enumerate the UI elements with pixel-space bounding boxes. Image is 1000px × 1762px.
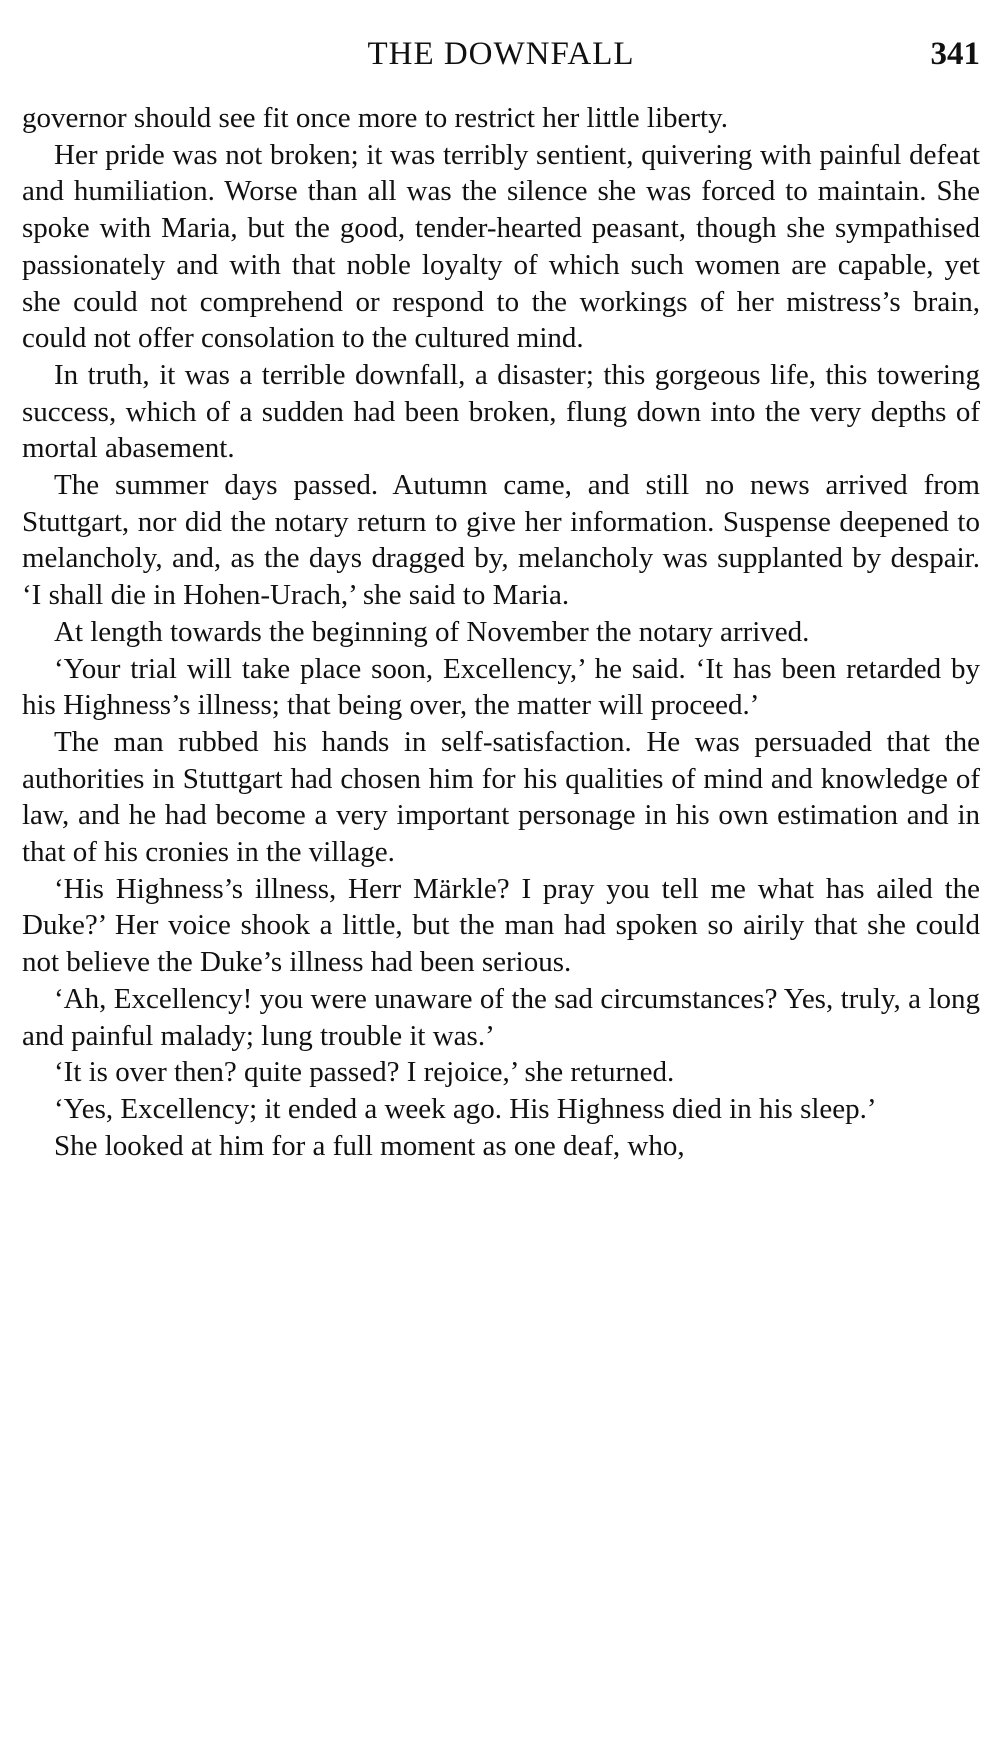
paragraph: ‘His Highness’s illness, Herr Märkle? I pray you tell me what has ailed the Duke?’ Her voice shook a little, but the man had spoken so airily that she could not believe the Duke’s illness had been serious. xyxy=(22,872,980,979)
paragraph: ‘Ah, Excellency! you were unaware of the sad circumstances? Yes, truly, a long and painful malady; lung trouble it was.’ xyxy=(22,982,980,1052)
paragraph: ‘Your trial will take place soon, Excellency,’ he said. ‘It has been retarded by his Highness’s illness; that being over, the matter will proceed.’ xyxy=(22,652,980,722)
paragraph-continued: governor should see fit once more to restrict her little liberty. xyxy=(22,102,728,134)
paragraph: The man rubbed his hands in self-satisfaction. He was persuaded that the authorities in Stuttgart had chosen him for his qualities of mind and knowledge of law, and he had become a very important personage in his own estimation and in that of his cronies in the village. xyxy=(22,725,980,869)
body-text xyxy=(22,100,980,1164)
paragraph: ‘Yes, Excellency; it ended a week ago. His Highness died in his sleep.’ xyxy=(54,1092,877,1125)
paragraph-final: She looked at him for a full moment as one deaf, who, xyxy=(54,1129,685,1162)
paragraph: ‘It is over then? quite passed? I rejoice,’ she returned. xyxy=(54,1056,675,1089)
page-number: 341 xyxy=(930,36,980,72)
paragraph: At length towards the beginning of November the notary arrived. xyxy=(54,615,810,648)
running-title: THE DOWNFALL xyxy=(367,36,635,72)
paragraph: The summer days passed. Autumn came, and still no news arrived from Stuttgart, nor did the notary return to give her information. Suspense deepened to melancholy, and, as the days dragged by, melancholy was supplanted by despair. ‘I shall die in Hohen-Urach,’ she said to Maria. xyxy=(22,469,980,612)
paragraph: In truth, it was a terrible downfall, a disaster; this gorgeous life, this towering success, which of a sudden had been broken, flung down into the very depths of mortal abasement. xyxy=(22,358,980,465)
paragraph: Her pride was not broken; it was terribly sentient, quivering with painful defeat and humiliation. Worse than all was the silence she was forced to maintain. She spoke with Maria, but the good, tender-hearted peasant, though she sympathised passionately and with that noble loyalty of which such women are capable, yet she could not comprehend or respond to the workings of her mistress’s brain, could not offer consolation to the cultured mind. xyxy=(22,138,980,355)
page-header xyxy=(22,32,980,76)
